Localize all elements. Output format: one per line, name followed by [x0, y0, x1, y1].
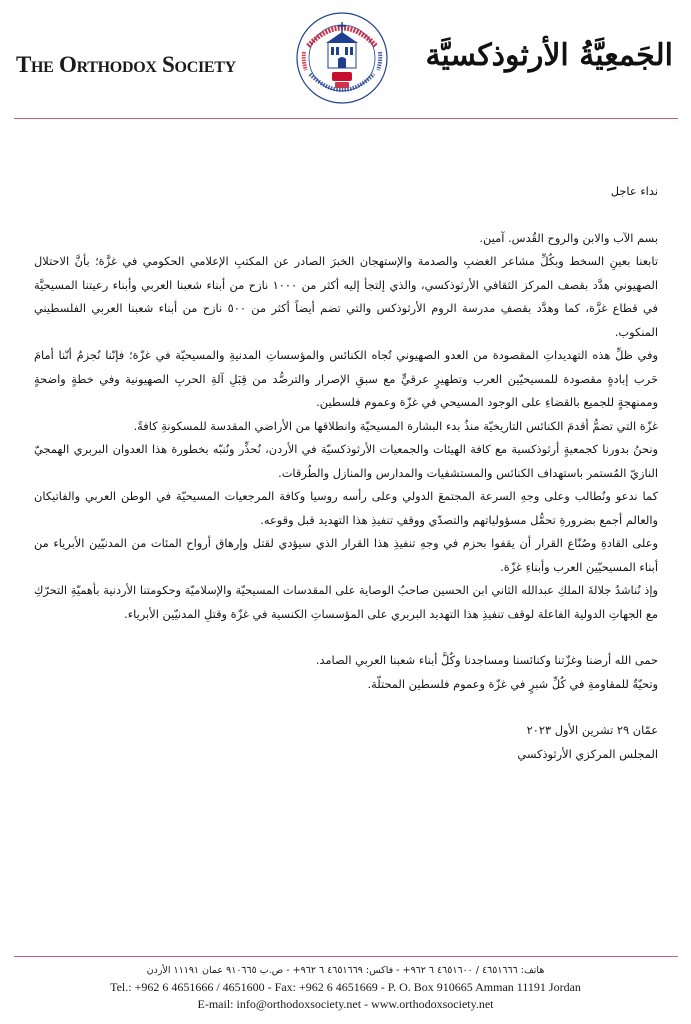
closing-line: وتحيّةٌ للمقاومةِ في كُلِّ شبرٍ في غزّة وعموم فلسطين المحتلّة. — [367, 676, 658, 691]
letter-paragraph: ونحنُ بدورنا كجمعيةٍ أرثوذكسية مع كافة الهيئات والجمعيات الأرثوذكسيّة في الأردن، نُحذِّر ونُنبّه بخطورة هذا العدوان البربري الهمجيّ النازيّ المُستمر باستهداف الكنائس والمستشفيات والمدارس والمنازل والطُرقات. — [34, 442, 658, 480]
footer-divider — [14, 956, 678, 957]
footer-contact-english: Tel.: +962 6 4651666 / 4651600 - Fax: +962 6 4651669 - P. O. Box 910665 Amman 11191 Jordan — [110, 980, 581, 994]
letter-title: نداء عاجل — [610, 184, 658, 198]
brand-name-english: The Orthodox Society — [16, 52, 236, 77]
letter-body — [34, 180, 658, 766]
letter-date: عمّان ٢٩ تشرين الأول ٢٠٢٣ — [526, 723, 658, 737]
letter-paragraph: وإذ نُناشدُ جلالةَ الملكِ عبدالله الثاني ابن الحسين صاحبُ الوصاية على المقدسات المسيحيّة والإسلاميّة وحكومتنا الأردنية بأهميّةِ التحرّكِ مع الجهاتِ الدولية الفاعلة لوقف تنفيذِ هذا التهديد البربري على المؤسساتِ الكنسية في غزّة وقتلِ المدنيّين الأبرياء. — [34, 583, 658, 621]
society-seal-logo — [294, 6, 390, 110]
letter-paragraph: كما ندعو ونُطالب وعلى وجهِ السرعة المجتمعَ الدولي وعلى رأسه روسيا وكافة المرجعيات المسيحيّة في الوطن العربي والفاتيكان والعالم أجمع بضرورةِ تحمُّل مسؤولياتهم والتصدّي ووقفِ تنفيذِ هذا التهديد قبل وقوعه. — [34, 489, 658, 527]
letter-paragraph: غزّة التي تضمُّ أقدمَ الكنائس التاريخيّة منذُ بدء البشارة المسيحيّة وانطلاقها من الأراضي المقدسة للمسكونةِ كافةً. — [133, 418, 658, 433]
signature-block — [34, 719, 658, 766]
footer — [0, 962, 691, 1013]
letter-paragraph: وفي ظلِّ هذه التهديداتِ المقصودة من العدو الصهيوني تُجاه الكنائس والمؤسساتِ المدنيةِ والمسيحيّة في غزّة؛ فإنّنا نُجزمُ أنّنا أمامَ حَرب إبادةٍ مقصودة للمسيحيّين العرب وتطهيرٍ عرقيٍّ مع سبقِ الإصرار والترصُّد من قِبَلِ آلةِ الحربِ الصهيونية وفي خطةٍ واضحةٍ وممنهجةٍ للجميع بالقضاءِ على الوجود المسيحي في غزّة وعموم فلسطين. — [34, 348, 658, 409]
letterhead — [0, 0, 691, 120]
header-divider — [14, 118, 678, 119]
brand-name-arabic: الجَمعِيَّةُ الأرثوذكسيَّة — [425, 38, 673, 73]
letter-paragraph: وعلى القادةِ وصُنّاع القرار أن يقفوا بحزم في وجهِ تنفيذِ هذا القرار الذي سيؤدي لقتل وإرهاق أرواح المئات من المدنيّين الأبرياء من أبناء المسيحيّين العرب وأبناءِ غزّة. — [34, 536, 658, 574]
footer-email-website: E-mail: info@orthodoxsociety.net - www.orthodoxsociety.net — [197, 997, 494, 1011]
letter-signature: المجلس المركزي الأرثوذكسي — [517, 746, 658, 761]
closing-block — [34, 649, 658, 696]
letter-paragraph: تابعنا بعينِ السخط وبكُلِّ مشاعر الغضبِ والصدمة والإستهجان الخبرَ الصادر عن المكتبِ الإعلامي الحكومي في غزَّة؛ بأنَّ الاحتلال الصهيوني هدَّد بقصف المركز الثقافي الأرثوذكسي، والذي إلتجأ إليه أكثر من ١٠٠٠ نازح من أبناء شعبنا العربي وأبناء رعيتنا المسيحيَّة في قطاع غزَّة، كما وهدَّد بقصفِ مدرسة الروم الأرثوذكس والتي تضم أيضاً أكثر من ٥٠٠ نازح من أبناء شعبنا العربي الفلسطيني المنكوب. — [34, 254, 658, 339]
footer-contact-arabic: هاتف: ٤٦٥١٦٦٦ / ٤٦٥١٦٠٠ ٦ ٩٦٢+ - فاكس: ٤٦٥١٦٦٩ ٦ ٩٦٢+ - ص.ب ٩١٠٦٦٥ عمان ١١١٩١ الأردن — [146, 965, 545, 976]
closing-line: حمى الله أرضنا وغزّتنا وكنائسنا ومساجدنا وكُلَّ أبناء شعبنا العربي الصامد. — [315, 653, 658, 667]
letter-paragraph: بسم الآب والابن والروح القُدس. آمين. — [479, 230, 658, 245]
